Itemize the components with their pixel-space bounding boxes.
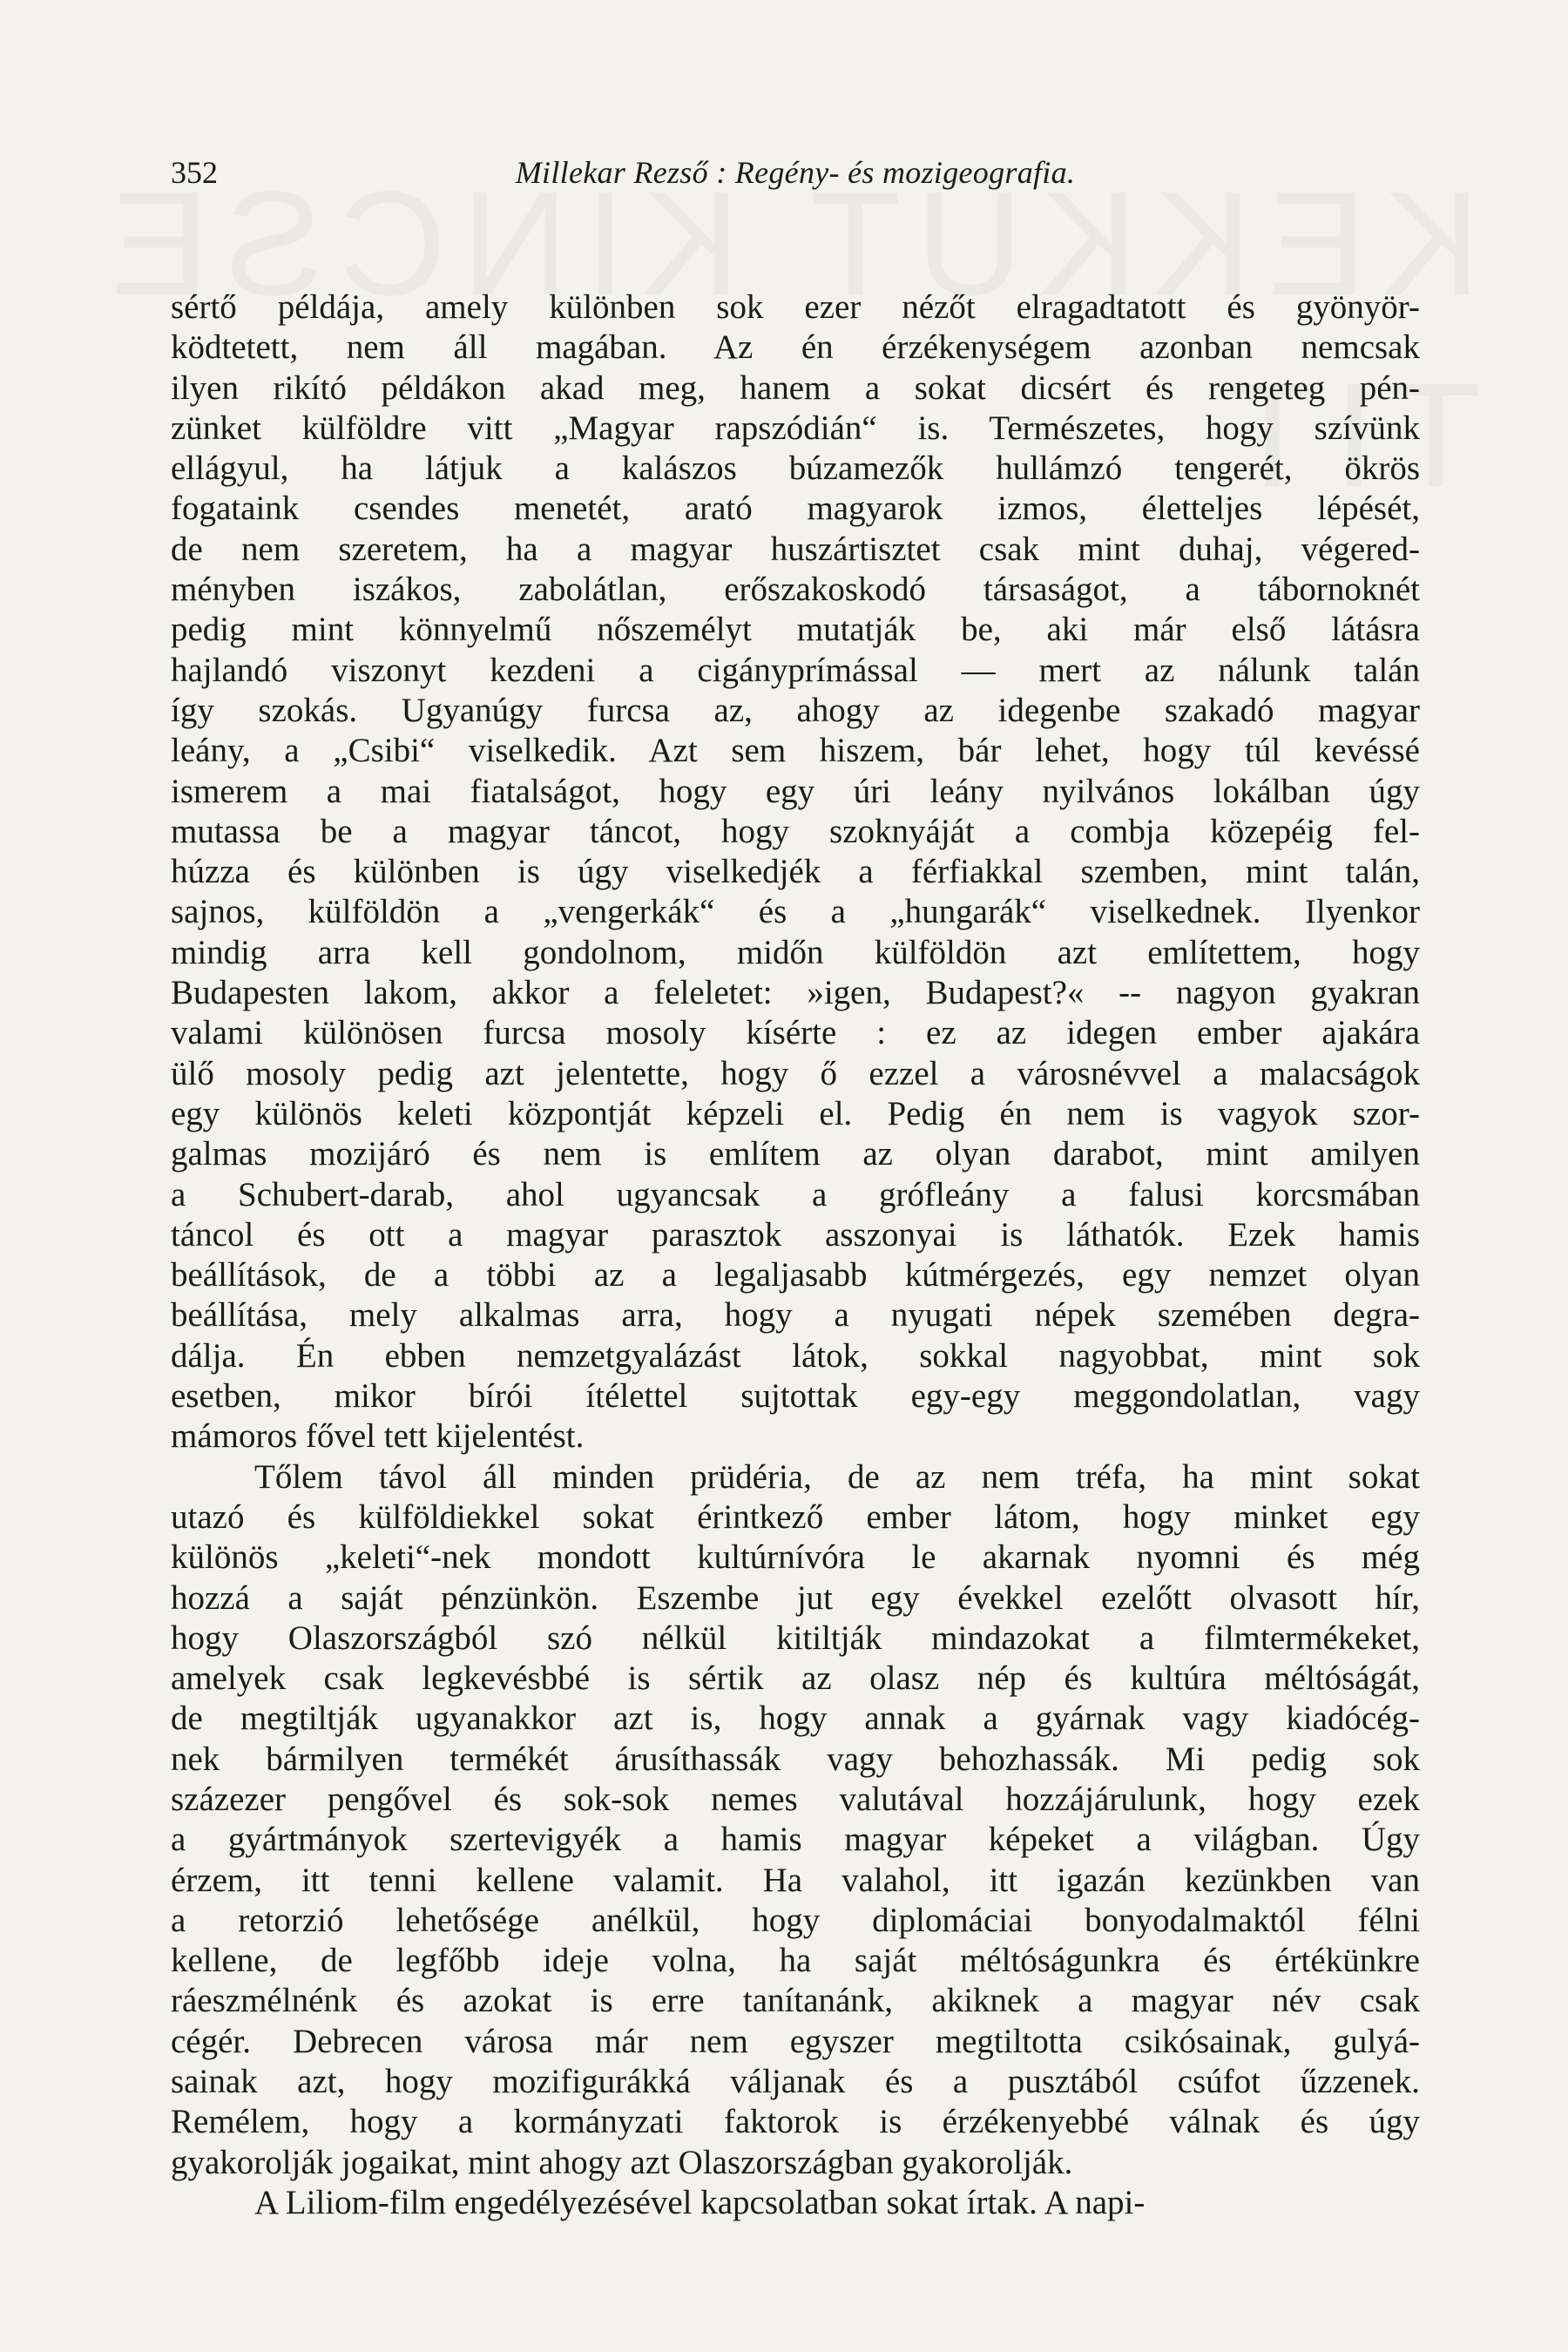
text-line: nek bármilyen termékét árusíthassák vagy behozhassák. Mi pedig sok [171, 1740, 1420, 1778]
text-line: amelyek csak legkevésbbé is sértik az olasz nép és kultúra méltóságát, [171, 1659, 1420, 1698]
text-line: különös „keleti“-nek mondott kultúrnívóra le akarnak nyomni és még [171, 1538, 1420, 1577]
text-line: ellágyul, ha látjuk a kalászos búzamezők hullámzó tengerét, ökrös [171, 449, 1420, 488]
text-line: mámoros fővel tett kijelentést. [171, 1417, 585, 1456]
text-line: érzem, itt tenni kellene valamit. Ha valahol, itt igazán kezünkben van [171, 1861, 1420, 1899]
text-line: utazó és külföldiekkel sokat érintkező ember látom, hogy minket egy [171, 1497, 1420, 1536]
text-line: gyakorolják jogaikat, mint ahogy azt Olaszországban gyakorolják. [171, 2143, 1073, 2181]
text-line: sajnos, külföldön a „vengerkák“ és a „hungarák“ viselkednek. Ilyenkor [171, 893, 1420, 931]
text-line: dálja. Én ebben nemzetgyalázást látok, sokkal nagyobbat, mint sok [171, 1336, 1420, 1375]
page-number: 352 [171, 155, 218, 190]
text-line: de megtiltják ugyanakkor azt is, hogy annak a gyárnak vagy kiadócég- [171, 1700, 1420, 1738]
text-line: esetben, mikor bírói ítélettel sujtottak egy-egy meggondolatlan, vagy [171, 1377, 1420, 1416]
paragraph [171, 287, 1420, 1457]
text-line: Budapesten lakom, akkor a feleletet: »igen, Budapest?« -- nagyon gyakran [171, 974, 1420, 1012]
text-line: galmas mozijáró és nem is említem az olyan darabot, mint amilyen [171, 1135, 1420, 1173]
text-line: valami különösen furcsa mosoly kísérte : ez az idegen ember ajakára [171, 1014, 1420, 1052]
text-line: pedig mint könnyelmű nőszemélyt mutatják be, aki már első látásra [171, 611, 1420, 649]
text-line: a retorzió lehetősége anélkül, hogy diplomáciai bonyodalmaktól félni [171, 1901, 1420, 1939]
running-head: Millekar Rezső : Regény- és mozigeografia. [515, 155, 1076, 190]
text-line: cégér. Debrecen városa már nem egyszer megtiltotta csikósainak, gulyá- [171, 2022, 1420, 2060]
text-line: beállítása, mely alkalmas arra, hogy a nyugati népek szemében degra- [171, 1296, 1420, 1335]
text-line: táncol és ott a magyar parasztok asszonyai is láthatók. Ezek hamis [171, 1215, 1420, 1254]
text-line: egy különös keleti központját képzeli el. Pedig én nem is vagyok szor- [171, 1094, 1420, 1132]
text-line: beállítások, de a többi az a legaljasabb kútmérgezés, egy nemzet olyan [171, 1256, 1420, 1294]
page-header [171, 155, 1420, 207]
text-line: kellene, de legfőbb ideje volna, ha saját méltóságunkra és értékünkre [171, 1942, 1420, 1980]
text-line: százezer pengővel és sok-sok nemes valutával hozzájárulunk, hogy ezek [171, 1780, 1420, 1818]
text-line: sértő példája, amely különben sok ezer nézőt elragadtatott és gyönyör- [171, 288, 1420, 326]
text-line: de nem szeretem, ha a magyar huszártisztet csak mint duhaj, végered- [171, 530, 1420, 568]
text-line: ülő mosoly pedig azt jelentette, hogy ő ezzel a városnévvel a malacságok [171, 1054, 1420, 1092]
text-line: hogy Olaszországból szó nélkül kitiltják mindazokat a filmtermékeket, [171, 1619, 1420, 1657]
text-line: Remélem, hogy a kormányzati faktorok is érzékenyebbé válnak és úgy [171, 2103, 1420, 2141]
paragraph [171, 1457, 1420, 2183]
text-line: így szokás. Ugyanúgy furcsa az, ahogy az idegenbe szakadó magyar [171, 691, 1420, 729]
text-line: ködtetett, nem áll magában. Az én érzékenységem azonban nemcsak [171, 328, 1420, 367]
text-line: ismerem a mai fiatalságot, hogy egy úri leány nyilvános lokálban úgy [171, 772, 1420, 810]
text-line: ilyen rikító példákon akad meg, hanem a sokat dicsért és rengeteg pén- [171, 368, 1420, 407]
text-line: sainak azt, hogy mozifigurákká váljanak és a pusztából csúfot űzzenek. [171, 2063, 1420, 2101]
text-line: húzza és különben is úgy viselkedjék a férfiakkal szemben, mint talán, [171, 853, 1420, 891]
text-line: ráeszmélnénk és azokat is erre tanítanánk, akiknek a magyar név csak [171, 1982, 1420, 2020]
text-line: mutassa be a magyar táncot, hogy szoknyáját a combja közepéig fel- [171, 812, 1420, 850]
text-line: ményben iszákos, zabolátlan, erőszakoskodó társaságot, a tábornoknét [171, 571, 1420, 609]
text-line: a gyártmányok szertevigyék a hamis magyar képeket a világban. Úgy [171, 1821, 1420, 1859]
text-line: hozzá a saját pénzünkön. Eszembe jut egy évekkel ezelőtt olvasott hír, [171, 1578, 1420, 1617]
text-line: fogataink csendes menetét, arató magyarok izmos, életteljes lépését, [171, 490, 1420, 528]
text-line: A Liliom-film engedélyezésével kapcsolatban sokat írtak. A napi- [254, 2183, 1146, 2221]
text-line: hajlandó viszonyt kezdeni a cigányprímással — mert az nálunk talán [171, 651, 1420, 689]
paragraph [171, 2183, 1420, 2223]
text-line: a Schubert-darab, ahol ugyancsak a grófleány a falusi korcsmában [171, 1175, 1420, 1213]
text-line: zünket külföldre vitt „Magyar rapszódián“ is. Természetes, hogy szívünk [171, 409, 1420, 447]
body-text [171, 287, 1420, 2221]
text-line: Tőlem távol áll minden prüdéria, de az nem tréfa, ha mint sokat [254, 1457, 1420, 1496]
text-line: leány, a „Csibi“ viselkedik. Azt sem hiszem, bár lehet, hogy túl kevéssé [171, 732, 1420, 770]
text-line: mindig arra kell gondolnom, midőn külföldön azt említettem, hogy [171, 933, 1420, 971]
